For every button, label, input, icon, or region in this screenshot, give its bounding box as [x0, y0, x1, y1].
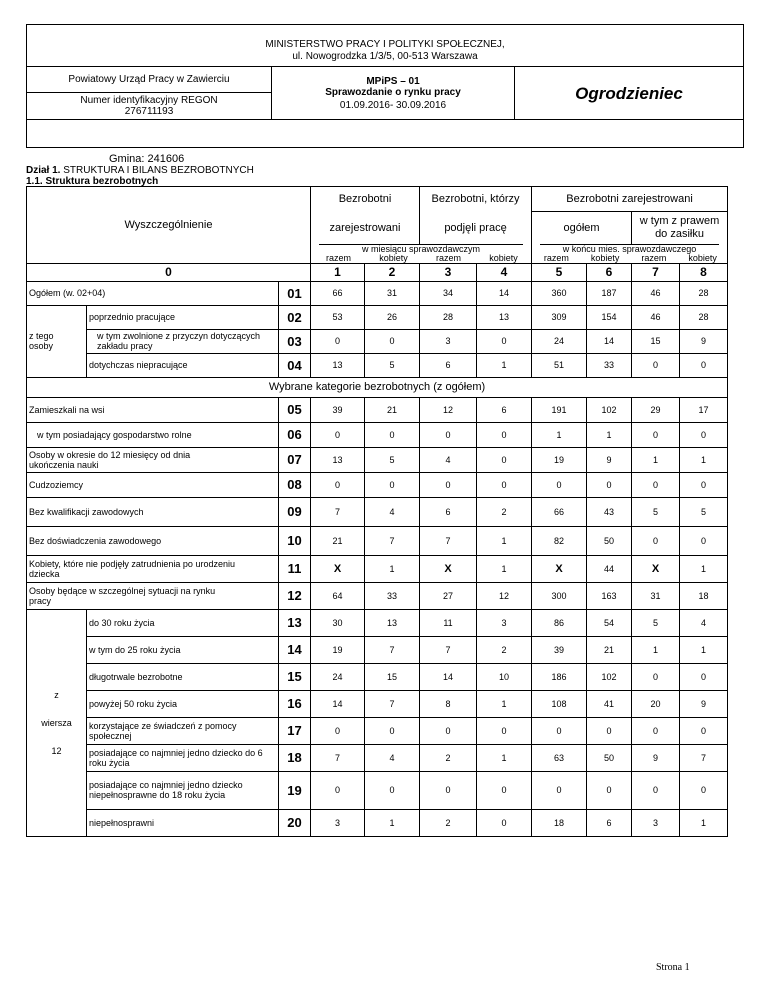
table-cell: 0	[632, 526, 680, 555]
table-cell: 63	[532, 744, 587, 771]
table-cell: 1	[365, 809, 420, 836]
table-cell: 13	[311, 447, 365, 472]
table-cell: 5	[632, 609, 680, 636]
table-cell: 20	[632, 690, 680, 717]
col3-razem: razem	[435, 252, 461, 263]
w-miesiacu-header	[311, 244, 532, 264]
table-cell: X	[311, 555, 365, 582]
row-code: 08	[279, 472, 311, 497]
table-cell: 0	[587, 717, 632, 744]
row-code: 05	[279, 397, 311, 422]
row-label: w tym zwolnione z przyczyn dotyczących zakładu pracy	[87, 329, 279, 353]
table-cell: 33	[587, 353, 632, 377]
ministry-address	[27, 39, 743, 63]
table-cell: 0	[420, 472, 477, 497]
table-cell: 4	[420, 447, 477, 472]
table-cell: 1	[680, 809, 728, 836]
row-code: 18	[279, 744, 311, 771]
row-code: 14	[279, 636, 311, 663]
z-text: z	[54, 689, 59, 700]
table-cell: 0	[311, 422, 365, 447]
row-label: Ogółem (w. 02+04)	[27, 281, 279, 305]
column-number: 4	[477, 263, 532, 281]
row-code: 07	[279, 447, 311, 472]
z-prawem-line2: do zasiłku	[655, 227, 704, 240]
table-cell: 0	[477, 717, 532, 744]
table-cell: 18	[532, 809, 587, 836]
col8-kobiety: kobiety	[688, 252, 717, 263]
table-cell: 13	[311, 353, 365, 377]
row-label: Kobiety, które nie podjęły zatrudnienia po urodzeniu dziecka	[27, 555, 279, 582]
table-row	[27, 329, 728, 353]
table-cell: 0	[477, 771, 532, 809]
table-row	[27, 305, 728, 329]
table-cell: 0	[477, 447, 532, 472]
row-code: 02	[279, 305, 311, 329]
table-cell: X	[532, 555, 587, 582]
table-cell: 66	[311, 281, 365, 305]
table-cell: 1	[365, 555, 420, 582]
table-cell: 51	[532, 353, 587, 377]
table-cell: 6	[587, 809, 632, 836]
office-name-cell	[26, 66, 272, 93]
column-number: 7	[632, 263, 680, 281]
table-cell: 0	[365, 717, 420, 744]
table-row	[27, 771, 728, 809]
table-cell: 2	[420, 809, 477, 836]
column-number: 2	[365, 263, 420, 281]
table-cell: 19	[311, 636, 365, 663]
form-code: MPiPS – 01	[366, 75, 420, 87]
table-cell: 39	[311, 397, 365, 422]
table-cell: 1	[680, 636, 728, 663]
table-cell: X	[632, 555, 680, 582]
table-cell: 13	[477, 305, 532, 329]
table-cell: 2	[477, 497, 532, 526]
z-prawem-line1: w tym z prawem	[639, 214, 720, 227]
table-cell: 1	[477, 555, 532, 582]
table-cell: 7	[311, 497, 365, 526]
table-cell: 360	[532, 281, 587, 305]
table-cell: 0	[587, 771, 632, 809]
table-row	[27, 744, 728, 771]
table-cell: 186	[532, 663, 587, 690]
table-cell: 39	[532, 636, 587, 663]
table-cell: 31	[365, 281, 420, 305]
column-number: 8	[680, 263, 728, 281]
table-row	[27, 555, 728, 582]
table-cell: 28	[680, 281, 728, 305]
row-label: do 30 roku życia	[87, 609, 279, 636]
table-cell: 0	[680, 526, 728, 555]
row-label: Osoby będące w szczególnej sytuacji na rynku pracy	[27, 582, 279, 609]
table-cell: 0	[420, 771, 477, 809]
table-cell: 3	[311, 809, 365, 836]
bezrobotni-ktorzy-header: Bezrobotni, którzy	[420, 187, 532, 212]
table-cell: 0	[311, 771, 365, 809]
table-cell: 86	[532, 609, 587, 636]
row-code: 12	[279, 582, 311, 609]
dzial-title	[26, 165, 254, 176]
table-cell: 5	[365, 447, 420, 472]
row-label: posiadające co najmniej jedno dziecko do 6 roku życia	[87, 744, 279, 771]
table-cell: 0	[532, 771, 587, 809]
table-cell: 0	[311, 717, 365, 744]
page-number: Strona 1	[656, 962, 690, 973]
table-cell: 64	[311, 582, 365, 609]
table-cell: 6	[420, 353, 477, 377]
table-cell: 0	[680, 717, 728, 744]
table-cell: 0	[477, 422, 532, 447]
row-code: 09	[279, 497, 311, 526]
table-cell: 82	[532, 526, 587, 555]
table-row	[27, 663, 728, 690]
table-cell: 0	[632, 422, 680, 447]
row-label: Zamieszkali na wsi	[27, 397, 279, 422]
table-cell: 1	[477, 690, 532, 717]
z-prawem-header	[632, 212, 728, 244]
table-row	[27, 690, 728, 717]
table-cell: 1	[477, 353, 532, 377]
table-cell: 7	[365, 636, 420, 663]
table-cell: 26	[365, 305, 420, 329]
table-cell: 43	[587, 497, 632, 526]
table-cell: 7	[420, 636, 477, 663]
regon-label: Numer identyfikacyjny REGON	[80, 95, 218, 106]
row-label: dotychczas niepracujące	[87, 353, 279, 377]
row-label: poprzednio pracujące	[87, 305, 279, 329]
z-tego-text: z tego	[29, 331, 54, 341]
table-cell: 7	[311, 744, 365, 771]
table-cell: 10	[477, 663, 532, 690]
table-cell: 12	[477, 582, 532, 609]
table-cell: 0	[311, 472, 365, 497]
table-cell: 1	[477, 744, 532, 771]
table-cell: 2	[477, 636, 532, 663]
table-cell: 3	[477, 609, 532, 636]
col4-kobiety: kobiety	[489, 252, 518, 263]
table-cell: 6	[477, 397, 532, 422]
column-number: 5	[532, 263, 587, 281]
table-cell: 46	[632, 281, 680, 305]
table-cell: 0	[532, 472, 587, 497]
table-row	[27, 497, 728, 526]
w-miesiacu-label: w miesiącu sprawozdawczym	[361, 243, 481, 254]
row-code: 20	[279, 809, 311, 836]
osoby-text: osoby	[29, 341, 54, 351]
row-code: 04	[279, 353, 311, 377]
table-row	[27, 353, 728, 377]
table-cell: 0	[365, 472, 420, 497]
table-cell: 21	[311, 526, 365, 555]
table-cell: 0	[680, 663, 728, 690]
row-label: Bez doświadczenia zawodowego	[27, 526, 279, 555]
table-cell: 9	[680, 690, 728, 717]
row-label: korzystające ze świadczeń z pomocy społecznej	[87, 717, 279, 744]
table-cell: X	[420, 555, 477, 582]
table-cell: 9	[632, 744, 680, 771]
wiersza-text: wiersza	[41, 717, 72, 728]
city-name: Ogrodzieniec	[575, 83, 683, 103]
table-cell: 9	[587, 447, 632, 472]
city-cell	[514, 66, 744, 120]
table-row	[27, 582, 728, 609]
table-cell: 154	[587, 305, 632, 329]
table-cell: 1	[680, 447, 728, 472]
table-cell: 163	[587, 582, 632, 609]
ministry-street: ul. Nowogrodzka 1/3/5, 00-513 Warszawa	[292, 51, 478, 62]
table-cell: 3	[632, 809, 680, 836]
table-cell: 6	[420, 497, 477, 526]
col6-kobiety: kobiety	[590, 252, 620, 263]
col2-kobiety: kobiety	[379, 252, 408, 263]
table-row	[27, 526, 728, 555]
row-label: niepełnosprawni	[87, 809, 279, 836]
column-number: 3	[420, 263, 477, 281]
twelve-text: 12	[51, 745, 62, 756]
table-cell: 4	[680, 609, 728, 636]
section-title	[26, 165, 254, 187]
table-cell: 50	[587, 744, 632, 771]
row-code: 13	[279, 609, 311, 636]
table-cell: 0	[680, 472, 728, 497]
table-row	[27, 609, 728, 636]
row-code: 03	[279, 329, 311, 353]
table-cell: 0	[532, 717, 587, 744]
table-row	[27, 472, 728, 497]
table-cell: 18	[680, 582, 728, 609]
table-cell: 0	[420, 717, 477, 744]
table-cell: 191	[532, 397, 587, 422]
table-row	[27, 281, 728, 305]
dzial-number: Dział 1.	[26, 165, 61, 176]
dzial-name: STRUKTURA I BILANS BEZROBOTNYCH	[60, 165, 254, 176]
row-code: 06	[279, 422, 311, 447]
row-label: długotrwale bezrobotne	[87, 663, 279, 690]
form-info-cell	[271, 66, 515, 120]
table-cell: 7	[420, 526, 477, 555]
table-cell: 15	[365, 663, 420, 690]
selected-categories-heading: Wybrane kategorie bezrobotnych (z ogółem)	[27, 377, 728, 397]
row-code: 19	[279, 771, 311, 809]
table-cell: 5	[632, 497, 680, 526]
table-cell: 29	[632, 397, 680, 422]
table-cell: 0	[477, 329, 532, 353]
table-cell: 0	[632, 472, 680, 497]
table-cell: 0	[365, 771, 420, 809]
row-label: Osoby w okresie do 12 miesięcy od dnia ukończenia nauki	[27, 447, 279, 472]
table-cell: 14	[311, 690, 365, 717]
table-cell: 0	[365, 422, 420, 447]
bezrobotni-zarejestrowani-header: Bezrobotni zarejestrowani	[532, 187, 728, 212]
table-cell: 54	[587, 609, 632, 636]
column-number: 1	[311, 263, 365, 281]
table-row	[27, 422, 728, 447]
table-row	[27, 447, 728, 472]
table-cell: 0	[477, 809, 532, 836]
table-cell: 27	[420, 582, 477, 609]
table-cell: 15	[632, 329, 680, 353]
row-code: 16	[279, 690, 311, 717]
table-cell: 0	[632, 663, 680, 690]
table-cell: 300	[532, 582, 587, 609]
table-cell: 31	[632, 582, 680, 609]
table-cell: 66	[532, 497, 587, 526]
zarejestrowani-header: zarejestrowani	[311, 212, 420, 244]
table-cell: 0	[680, 771, 728, 809]
table-cell: 309	[532, 305, 587, 329]
table-cell: 0	[680, 353, 728, 377]
table-cell: 1	[477, 526, 532, 555]
table-cell: 0	[632, 353, 680, 377]
table-cell: 1	[632, 447, 680, 472]
row-label: posiadające co najmniej jedno dziecko niepełnosprawne do 18 roku życia	[87, 771, 279, 809]
w-koncu-label: w końcu mies. sprawozdawczego	[562, 243, 697, 254]
table-cell: 9	[680, 329, 728, 353]
row-label: w tym posiadający gospodarstwo rolne	[27, 422, 279, 447]
table-cell: 4	[365, 744, 420, 771]
table-cell: 44	[587, 555, 632, 582]
z-wiersza-12-label	[27, 609, 87, 836]
table-cell: 0	[587, 472, 632, 497]
row-label: Cudzoziemcy	[27, 472, 279, 497]
column-number: 6	[587, 263, 632, 281]
col7-razem: razem	[641, 252, 667, 263]
table-cell: 53	[311, 305, 365, 329]
table-cell: 3	[420, 329, 477, 353]
table-cell: 0	[477, 472, 532, 497]
table-cell: 28	[420, 305, 477, 329]
ministry-name: MINISTERSTWO PRACY I POLITYKI SPOŁECZNEJ,	[265, 39, 505, 50]
gmina-code: Gmina: 241606	[109, 153, 185, 165]
table-cell: 1	[587, 422, 632, 447]
table-cell: 7	[365, 690, 420, 717]
table-cell: 30	[311, 609, 365, 636]
table-cell: 28	[680, 305, 728, 329]
table-cell: 108	[532, 690, 587, 717]
table-cell: 0	[365, 329, 420, 353]
wyszczegolnienie-header: Wyszczególnienie	[27, 187, 311, 264]
col5-razem: razem	[543, 252, 569, 263]
col1-razem: razem	[325, 252, 351, 263]
table-cell: 14	[420, 663, 477, 690]
table-cell: 12	[420, 397, 477, 422]
table-cell: 19	[532, 447, 587, 472]
table-cell: 4	[365, 497, 420, 526]
table-cell: 102	[587, 397, 632, 422]
table-cell: 17	[680, 397, 728, 422]
ogolem-header: ogółem	[532, 212, 632, 244]
report-period: 01.09.2016- 30.09.2016	[339, 99, 447, 111]
table-cell: 1	[680, 555, 728, 582]
table-cell: 2	[420, 744, 477, 771]
table-cell: 187	[587, 281, 632, 305]
structure-table	[26, 186, 728, 837]
subsection-title: 1.1. Struktura bezrobotnych	[26, 176, 159, 187]
table-cell: 14	[587, 329, 632, 353]
table-cell: 24	[311, 663, 365, 690]
bezrobotni-header: Bezrobotni	[311, 187, 420, 212]
table-cell: 7	[680, 744, 728, 771]
table-row	[27, 397, 728, 422]
table-cell: 0	[420, 422, 477, 447]
column-number-0: 0	[27, 263, 311, 281]
table-row	[27, 636, 728, 663]
table-cell: 41	[587, 690, 632, 717]
table-cell: 21	[587, 636, 632, 663]
row-code: 15	[279, 663, 311, 690]
podjeli-prace-header: podjęli pracę	[420, 212, 532, 244]
table-cell: 14	[477, 281, 532, 305]
office-name: Powiatowy Urząd Pracy w Zawierciu	[68, 74, 230, 85]
z-tego-osoby-label	[27, 305, 87, 377]
row-code: 01	[279, 281, 311, 305]
table-cell: 0	[680, 422, 728, 447]
table-cell: 8	[420, 690, 477, 717]
table-cell: 13	[365, 609, 420, 636]
regon-number: 276711193	[124, 106, 174, 117]
table-cell: 0	[632, 717, 680, 744]
table-cell: 34	[420, 281, 477, 305]
table-cell: 24	[532, 329, 587, 353]
row-code: 17	[279, 717, 311, 744]
table-cell: 11	[420, 609, 477, 636]
table-cell: 1	[532, 422, 587, 447]
table-cell: 33	[365, 582, 420, 609]
table-cell: 21	[365, 397, 420, 422]
form-title: Sprawozdanie o rynku pracy	[325, 86, 461, 98]
table-cell: 102	[587, 663, 632, 690]
row-code: 11	[279, 555, 311, 582]
table-cell: 0	[632, 771, 680, 809]
row-label: w tym do 25 roku życia	[87, 636, 279, 663]
table-cell: 0	[311, 329, 365, 353]
regon-cell	[26, 92, 272, 120]
table-cell: 7	[365, 526, 420, 555]
row-label: powyżej 50 roku życia	[87, 690, 279, 717]
table-row	[27, 717, 728, 744]
row-code: 10	[279, 526, 311, 555]
table-cell: 46	[632, 305, 680, 329]
table-cell: 5	[365, 353, 420, 377]
table-cell: 50	[587, 526, 632, 555]
table-row	[27, 809, 728, 836]
row-label: Bez kwalifikacji zawodowych	[27, 497, 279, 526]
table-cell: 5	[680, 497, 728, 526]
w-koncu-header	[532, 244, 728, 264]
table-cell: 1	[632, 636, 680, 663]
